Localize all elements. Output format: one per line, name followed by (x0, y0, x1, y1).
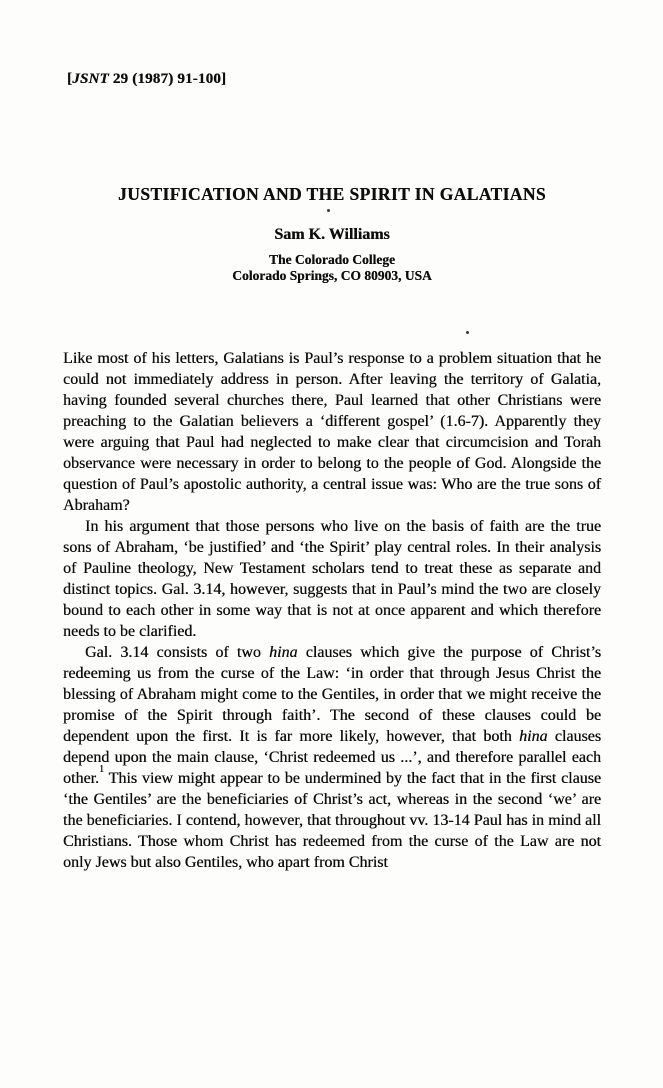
article-title: JUSTIFICATION AND THE SPIRIT IN GALATIANS (118, 184, 546, 204)
article-author: Sam K. Williams (274, 226, 390, 243)
body-paragraph-3: Gal. 3.14 consists of two hina clauses which give the purpose of Christ’s redeeming us from the curse of the Law: ‘in order that through Jesus Christ the blessing of Abraham might come to the Gentiles, in order that we might receive the promise of the Spirit through faith’. The second of these clauses could be dependent upon the first. It is far more likely, however, that both hina clauses depend upon the main clause, ‘Christ redeemed us ...’, and therefore parallel each other.$^1$ This view might appear to be undermined by the fact that in the first clause ‘the Gentiles’ are the beneficiaries of Christ’s act, whereas in the second ‘we’ are the beneficiaries. I contend, however, that throughout vv. 13-14 Paul has in mind all Christians. Those whom Christ has redeemed from the curse of the Law are not only Jews but also Gentiles, who apart from Christ (63, 644, 602, 871)
author-affiliation-location: Colorado Springs, CO 80903, USA (232, 268, 432, 283)
article-body (63, 348, 601, 873)
body-paragraph-2: In his argument that those persons who live on the basis of faith are the true sons of Abraham, ‘be justified’ and ‘the Spirit’ play central roles. In their analysis of Pauline theology, New Testament scholars tend to treat these as separate and distinct topics. Gal. 3.14, however, suggests that in Paul’s mind the two are closely bound to each other in some way that is not at once apparent and which therefore needs to be clarified. (63, 518, 601, 640)
scan-speck (327, 209, 330, 212)
journal-reference: [JSNT 29 (1987) 91-100] (67, 71, 227, 87)
body-paragraph-1: Like most of his letters, Galatians is Paul’s response to a problem situation that he could not immediately address in person. After leaving the territory of Galatia, having founded several churches there, Paul learned that other Christians were preaching to the Galatian believers a ‘different gospel’ (1.6-7). Apparently they were arguing that Paul had neglected to make clear that circumcision and Torah observance were necessary in order to belong to the people of God. Alongside the question of Paul’s apostolic authority, a central issue was: Who are the true sons of Abraham? (63, 350, 601, 514)
footnote-marker: 1 (99, 764, 104, 776)
author-affiliation-institution: The Colorado College (269, 252, 395, 267)
scan-speck (466, 331, 469, 334)
